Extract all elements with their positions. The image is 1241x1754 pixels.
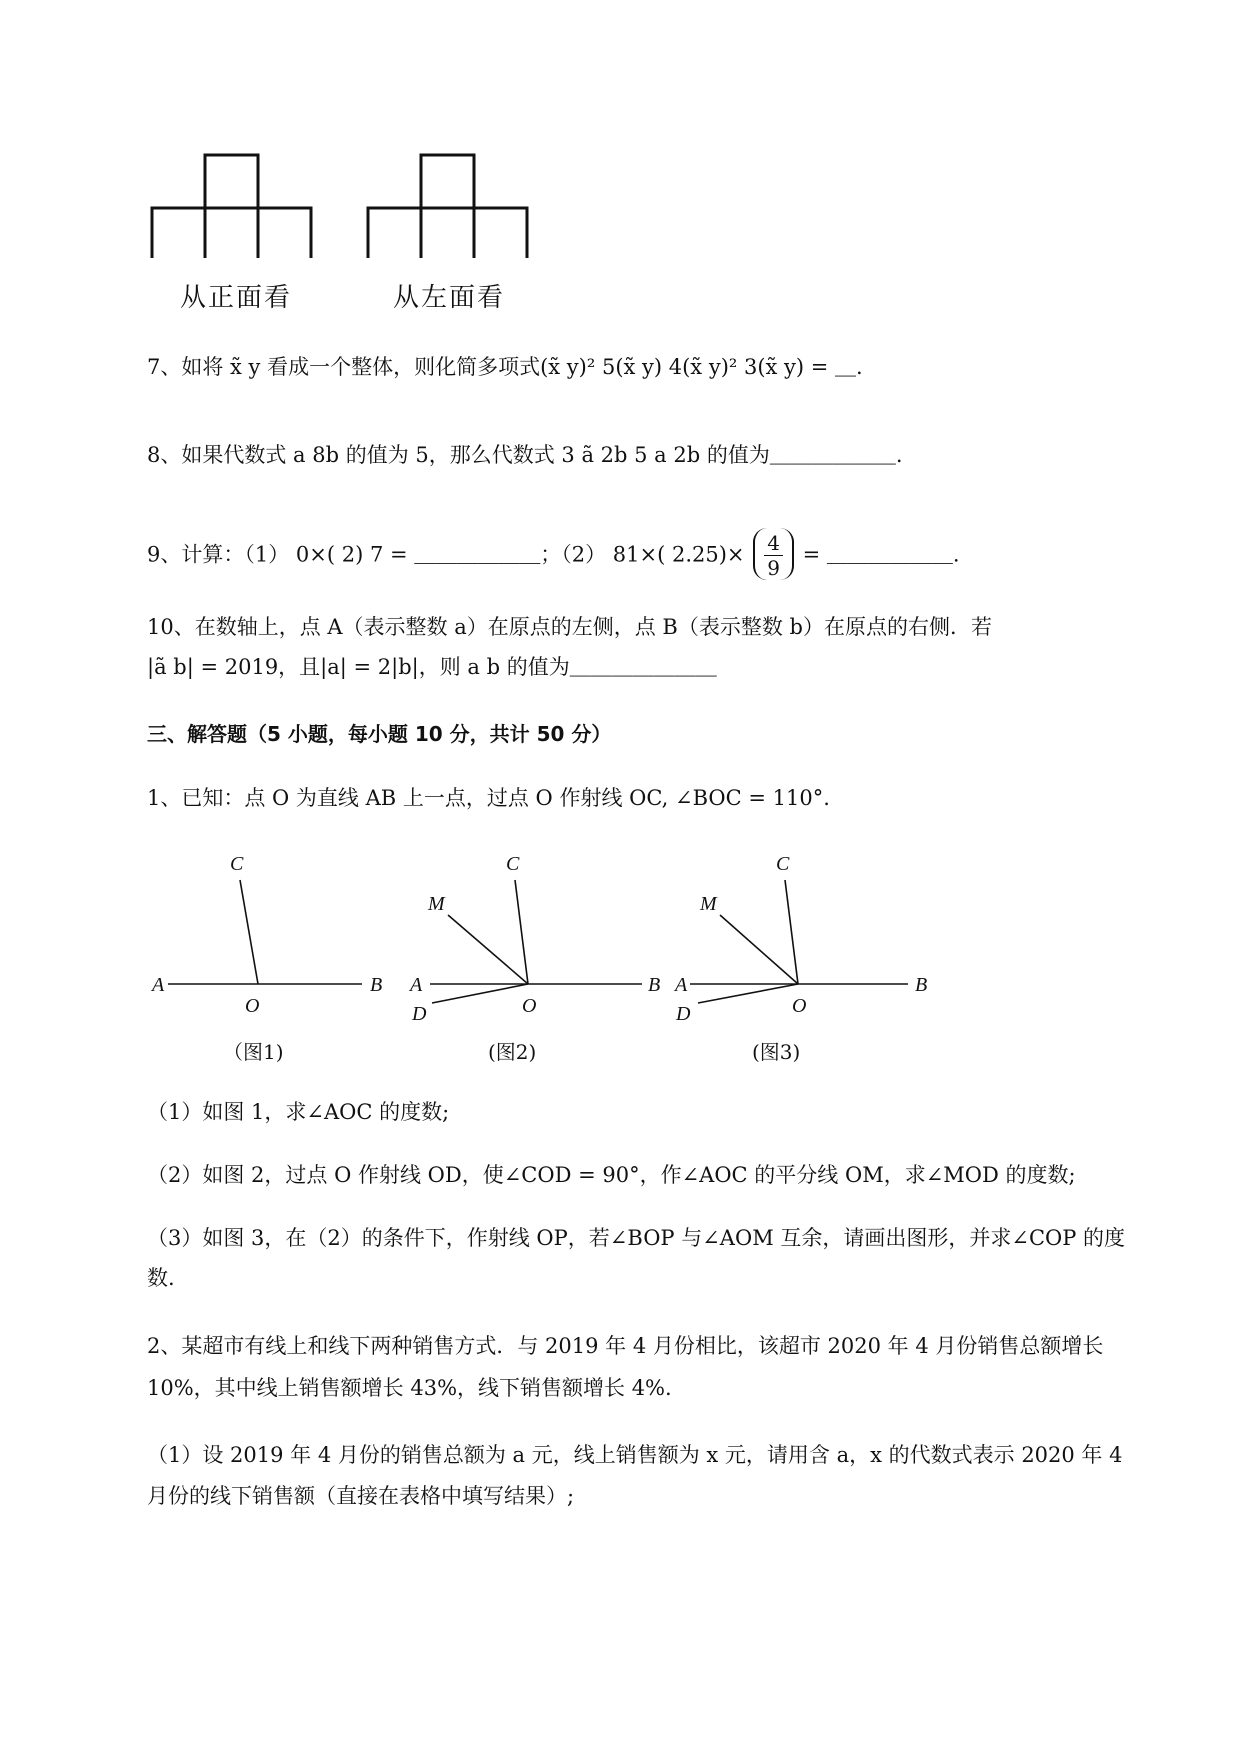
left-view-right-square [474, 208, 527, 258]
front-view-top-square [205, 155, 258, 208]
fig1-label-a: A [152, 974, 165, 996]
question-9-text: 9、计算：（1） 0×( 2) 7 = ＿＿＿＿＿＿；（2） 81×( 2.25)× [147, 542, 745, 567]
fig3-ray-od [698, 984, 798, 1003]
figure-3 [690, 880, 908, 1003]
front-view-middle-square [205, 208, 258, 258]
front-view-left-square [152, 208, 205, 258]
figure-2 [430, 880, 642, 1003]
front-view-figure [152, 155, 311, 258]
figure-2-caption: (图2) [488, 1040, 537, 1064]
question-10-line-2: |ã b| = 2019，且|a| = 2|b|，则 a b 的值为＿＿＿＿＿＿＿ [147, 655, 717, 679]
left-view-figure [368, 155, 527, 258]
front-view-caption: 从正面看 [180, 283, 293, 313]
fraction-numerator: 4 [764, 531, 783, 556]
fig1-ray-oc [240, 880, 258, 984]
left-view-middle-square [421, 208, 474, 258]
fig2-ray-om [448, 915, 528, 984]
fig3-label-a: A [675, 974, 688, 996]
problem-2-sub-1-line-1: （1）设 2019 年 4 月份的销售总额为 a 元，线上销售额为 x 元，请用含 a，x 的代数式表示 2020 年 4 [147, 1443, 1123, 1467]
section-3-heading: 三、解答题（5 小题，每小题 10 分，共计 50 分） [147, 722, 612, 746]
question-10-line-1: 10、在数轴上，点 A（表示整数 a）在原点的左侧，点 B（表示整数 b）在原点的右侧．若 [147, 615, 992, 639]
fig2-label-a: A [410, 974, 423, 996]
problem-1-sub-1: （1）如图 1，求∠AOC 的度数; [147, 1100, 450, 1124]
problem-1-stem: 1、已知：点 O 为直线 AB 上一点，过点 O 作射线 OC, ∠BOC = 110°. [147, 786, 830, 810]
problem-1-sub-2: （2）如图 2，过点 O 作射线 OD，使∠COD = 90°，作∠AOC 的平分线 OM，求∠MOD 的度数; [147, 1163, 1076, 1187]
figure-1-caption: （图1) [223, 1040, 284, 1064]
question-9-fraction [753, 528, 794, 580]
question-9-tail: = ＿＿＿＿＿＿. [802, 542, 960, 567]
question-9-fraction-inner [764, 531, 783, 580]
left-view-top-square [421, 155, 474, 208]
fig2-ray-oc [515, 880, 528, 984]
left-view-left-square [368, 208, 421, 258]
fig3-label-d: D [676, 1003, 691, 1025]
front-view-right-square [258, 208, 311, 258]
fig1-label-c: C [230, 853, 244, 875]
fig2-label-b: B [648, 974, 661, 996]
question-8: 8、如果代数式 a 8b 的值为 5，那么代数式 3 ã 2b 5 a 2b 的值为＿＿＿＿＿＿. [147, 443, 903, 467]
question-7: 7、如将 x̃ y 看成一个整体，则化简多项式(x̃ y)² 5(x̃ y) 4(x̃ y)² 3(x̃ y) = ＿. [147, 355, 863, 379]
problem-1-sub-3-line-2: 数. [147, 1266, 175, 1290]
fig2-ray-od [432, 984, 528, 1003]
view-figures [140, 148, 540, 258]
fig3-label-b: B [915, 974, 928, 996]
problem-1-sub-3-line-1: （3）如图 3，在（2）的条件下，作射线 OP，若∠BOP 与∠AOM 互余，请画出图形，并求∠COP 的度 [147, 1226, 1126, 1250]
figure-3-caption: (图3) [752, 1040, 801, 1064]
fig2-label-m: M [428, 893, 445, 915]
question-9 [147, 530, 960, 582]
problem-2-line-2: 10%，其中线上销售额增长 43%，线下销售额增长 4%. [147, 1376, 672, 1400]
fig1-label-b: B [370, 974, 383, 996]
fig2-label-o: O [522, 995, 537, 1017]
fig3-label-c: C [776, 853, 790, 875]
problem-2-line-1: 2、某超市有线上和线下两种销售方式．与 2019 年 4 月份相比，该超市 2020 年 4 月份销售总额增长 [147, 1334, 1104, 1358]
figure-1 [168, 880, 362, 984]
fig3-label-m: M [700, 893, 717, 915]
angle-figures [140, 840, 940, 1060]
fig2-label-d: D [412, 1003, 427, 1025]
fig3-ray-oc [785, 880, 798, 984]
problem-2-sub-1-line-2: 月份的线下销售额（直接在表格中填写结果）; [147, 1484, 575, 1508]
fig3-ray-om [720, 915, 798, 984]
fig2-label-c: C [506, 853, 520, 875]
fig1-label-o: O [245, 995, 260, 1017]
left-view-caption: 从左面看 [393, 283, 506, 313]
fraction-denominator: 9 [767, 556, 780, 580]
fig3-label-o: O [792, 995, 807, 1017]
